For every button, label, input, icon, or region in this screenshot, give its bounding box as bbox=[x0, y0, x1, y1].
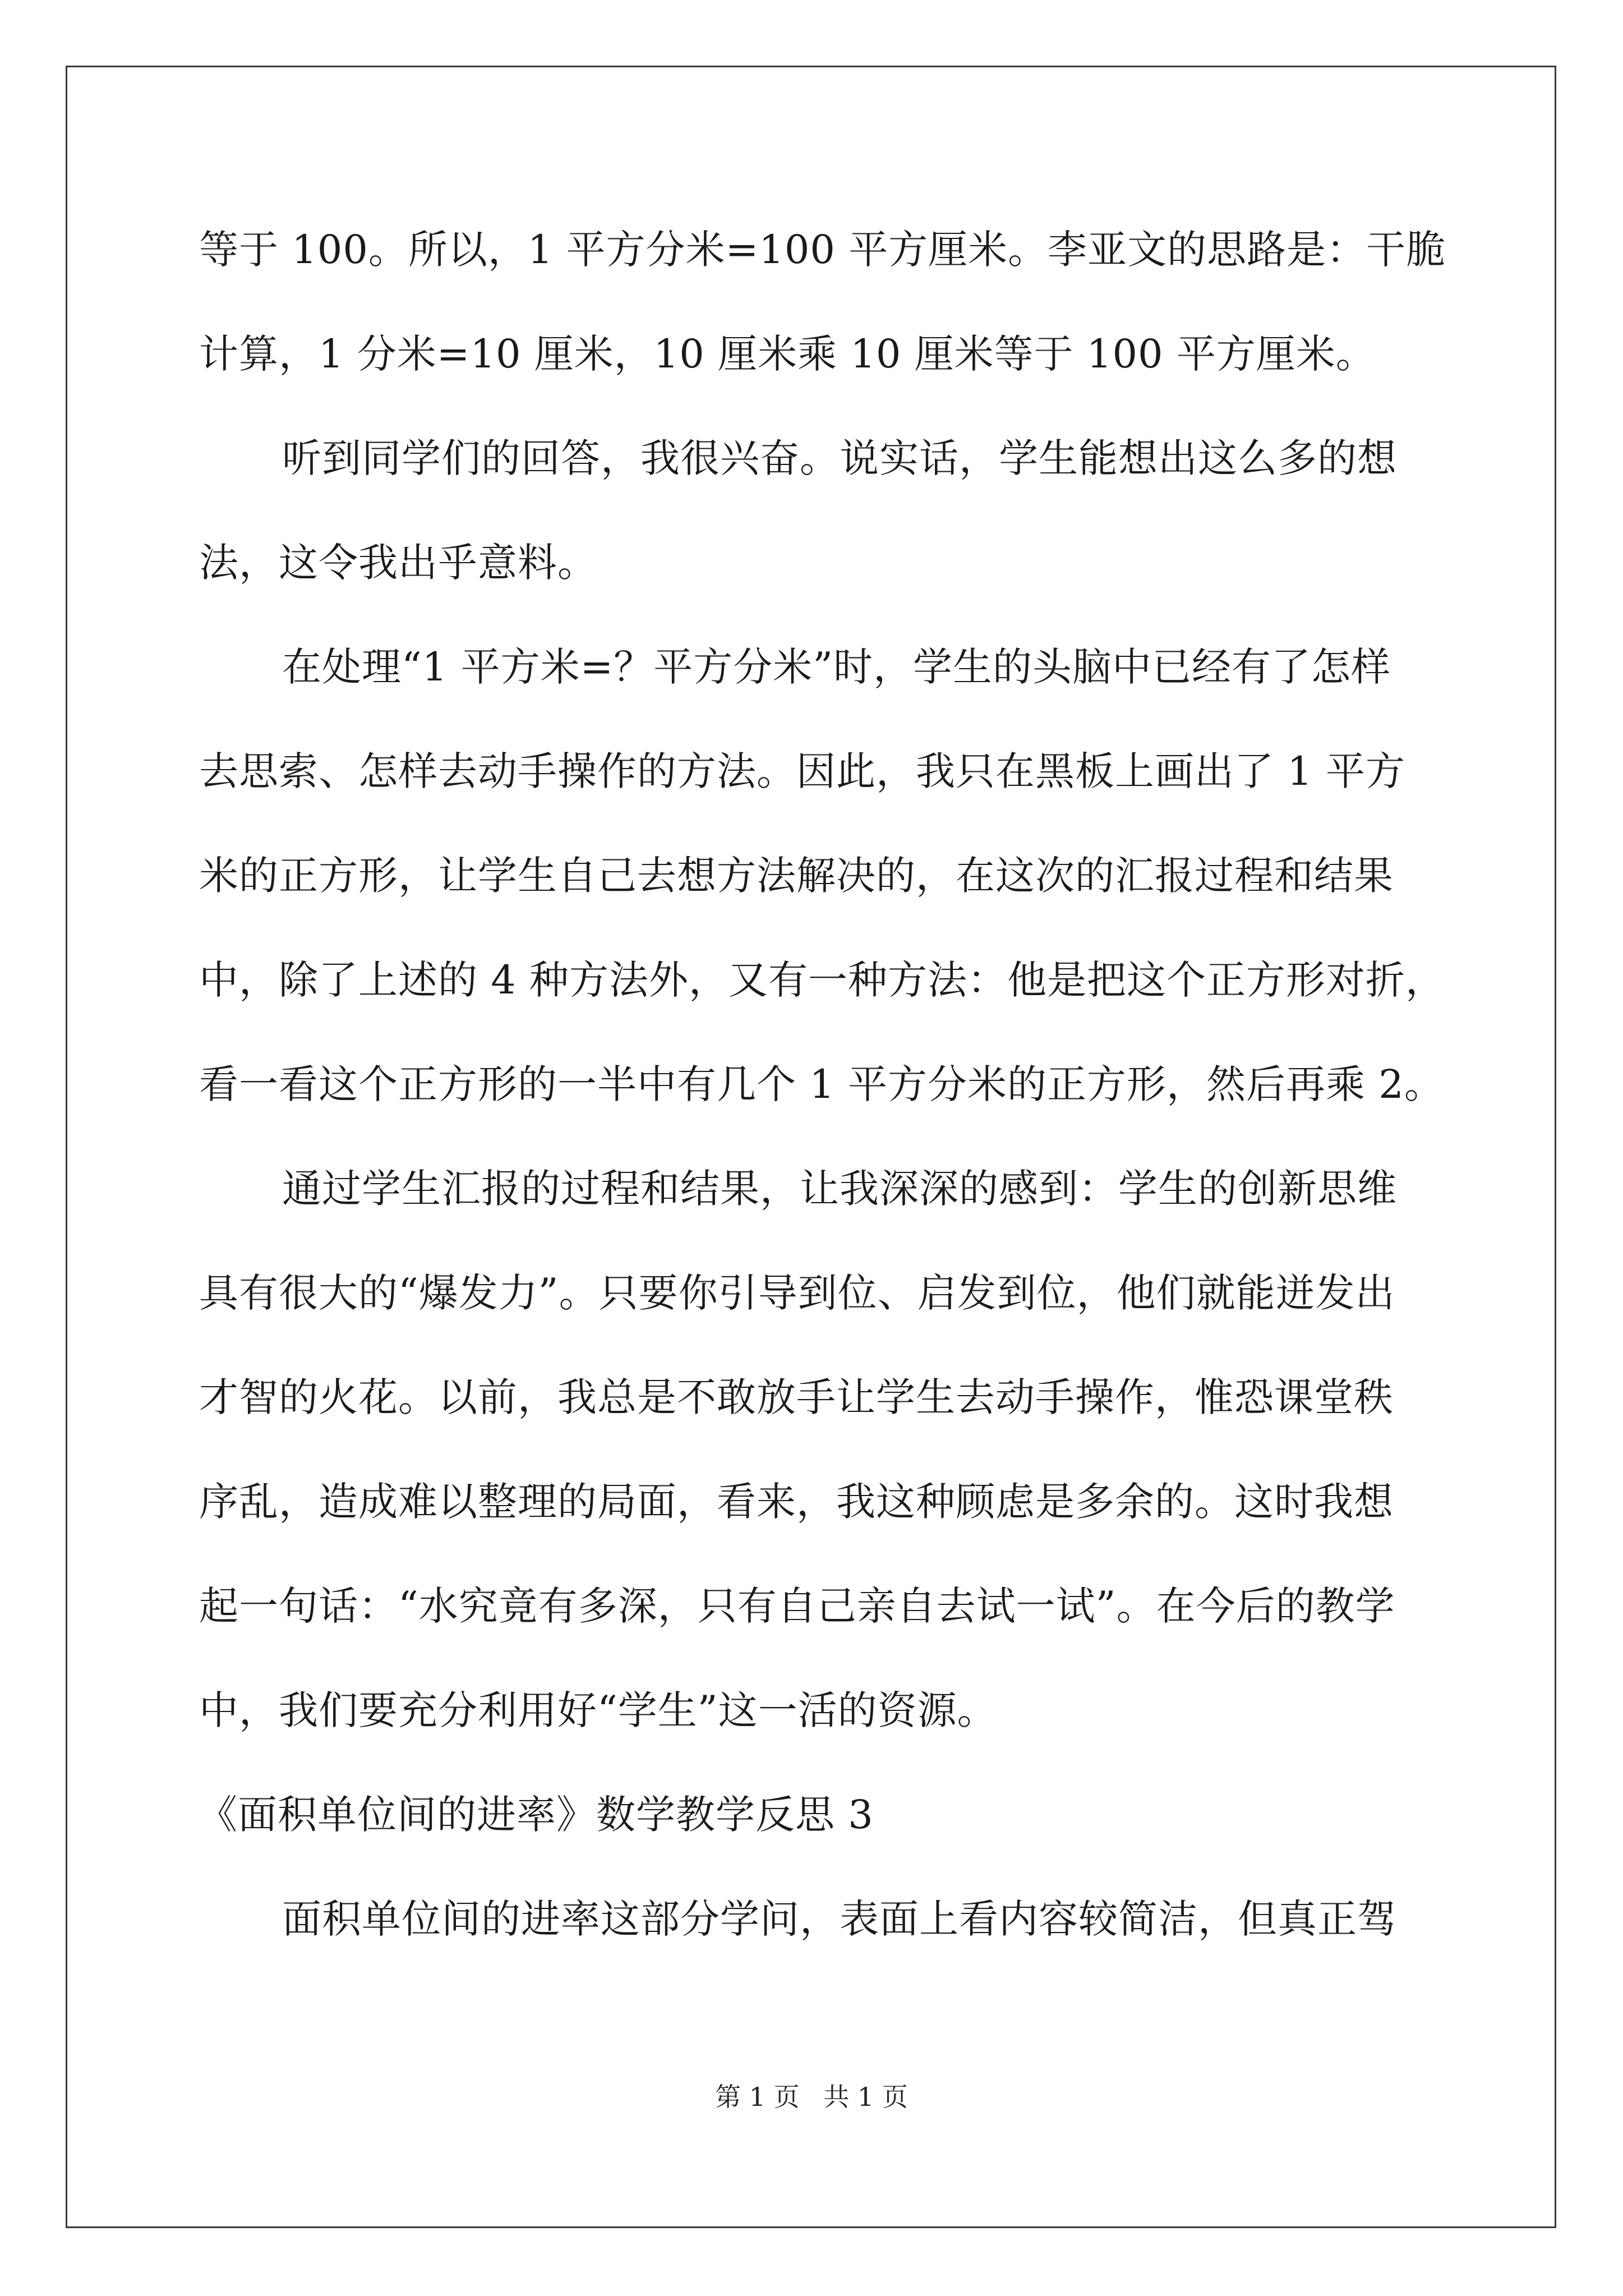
text-line: 听到同学们的回答，我很兴奋。说实话，学生能想出这么多的想 bbox=[282, 435, 1397, 481]
text-line: 看一看这个正方形的一半中有几个 1 平方分米的正方形，然后再乘 2。 bbox=[199, 1061, 1444, 1107]
text-line: 在处理“1 平方米=？平方分米”时，学生的头脑中已经有了怎样 bbox=[282, 644, 1391, 690]
text-line: 米的正方形，让学生自己去想方法解决的，在这次的汇报过程和结果 bbox=[199, 853, 1394, 899]
text-line: 中，我们要充分利用好“学生”这一活的资源。 bbox=[199, 1687, 997, 1733]
text-line: 面积单位间的进率这部分学问，表面上看内容较简洁，但真正驾 bbox=[282, 1896, 1397, 1942]
text-line: 去思索、怎样去动手操作的方法。因此，我只在黑板上画出了 1 平方 bbox=[199, 748, 1406, 794]
page-number-current: 第 1 页 bbox=[715, 2082, 800, 2112]
text-line: 通过学生汇报的过程和结果，让我深深的感到：学生的创新思维 bbox=[282, 1166, 1397, 1212]
page-number-total: 共 1 页 bbox=[823, 2082, 908, 2112]
section-heading: 《面积单位间的进率》数学教学反思 3 bbox=[198, 1792, 874, 1838]
text-line: 具有很大的“爆发力”。只要你引导到位、启发到位，他们就能迸发出 bbox=[199, 1270, 1395, 1316]
text-line: 才智的火花。以前，我总是不敢放手让学生去动手操作，惟恐课堂秩 bbox=[199, 1374, 1394, 1420]
document-body bbox=[199, 208, 1455, 1981]
text-line: 计算，1 分米=10 厘米，10 厘米乘 10 厘米等于 100 平方厘米。 bbox=[199, 331, 1376, 377]
text-line: 等于 100。所以，1 平方分米=100 平方厘米。李亚文的思路是：干脆 bbox=[199, 227, 1446, 273]
text-line: 中，除了上述的 4 种方法外，又有一种方法：他是把这个正方形对折， bbox=[199, 957, 1446, 1003]
page-footer bbox=[0, 2077, 1623, 2114]
text-line: 法，这令我出乎意料。 bbox=[199, 540, 597, 586]
text-line: 序乱，造成难以整理的局面，看来，我这种顾虑是多余的。这时我想 bbox=[199, 1479, 1394, 1525]
text-line: 起一句话：“水究竟有多深，只有自己亲自去试一试”。在今后的教学 bbox=[199, 1583, 1395, 1629]
